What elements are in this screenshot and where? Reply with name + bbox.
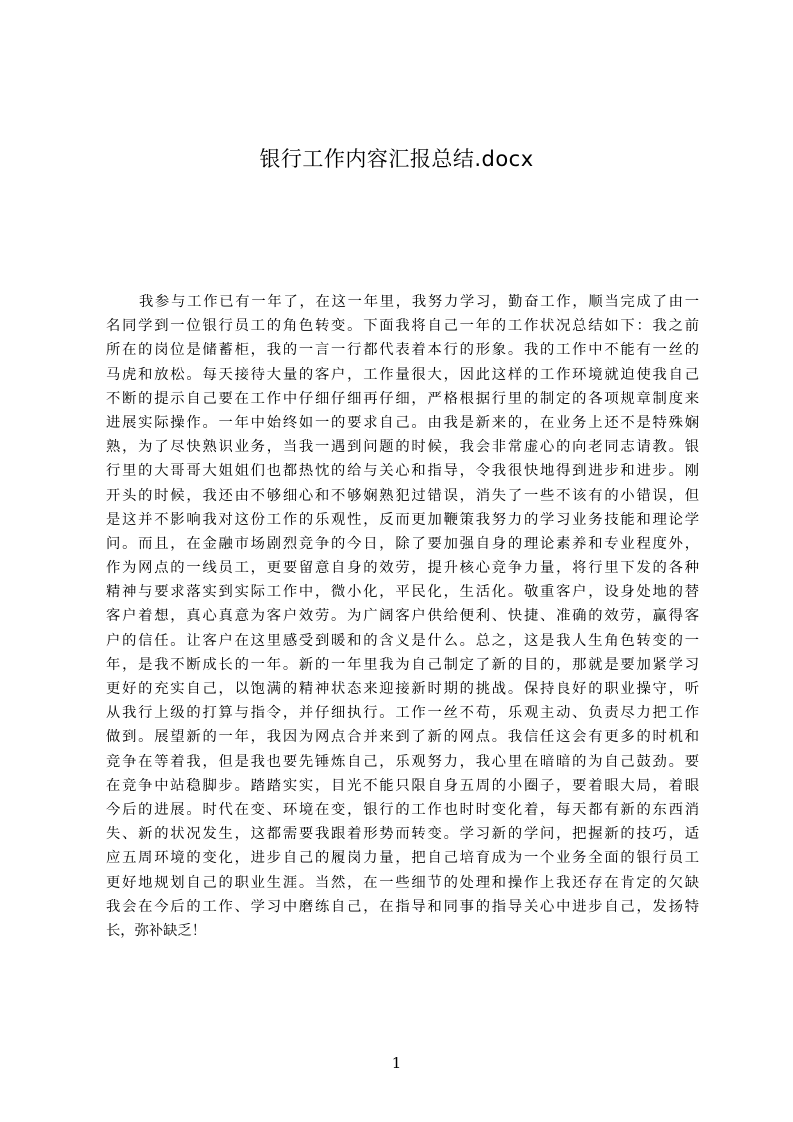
paragraph-line: 开头的时候，我还由不够细心和不够娴熟犯过错误，消失了一些不该有的小错误，但 [106, 487, 699, 504]
paragraph-line: 名同学到一位银行员工的角色转变。下面我将自己一年的工作状况总结如下：我之前 [106, 318, 699, 335]
paragraph-line: 更好地规划自己的职业生涯。当然，在一些细节的处理和操作上我还存在肯定的欠缺 [106, 874, 699, 891]
paragraph-line: 在竞争中站稳脚步。踏踏实实，目光不能只限自身五周的小圈子，要着眼大局，着眼 [106, 777, 699, 794]
paragraph-line: 更好的充实自己，以饱满的精神状态来迎接新时期的挑战。保持良好的职业操守，听 [106, 681, 699, 697]
paragraph-line: 应五周环境的变化，进步自己的履岗力量，把自己培育成为一个业务全面的银行员工 [106, 850, 699, 867]
body-paragraph [106, 290, 706, 943]
paragraph-line: 问。而且，在金融市场剧烈竞争的今日，除了要加强自身的理论素养和专业程度外， [106, 535, 699, 552]
paragraph-line: 进展实际操作。一年中始终如一的要求自己。由我是新来的，在业务上还不是特殊娴 [106, 414, 699, 431]
document-title: 银行工作内容汇报总结.docx [259, 147, 534, 171]
paragraph-line: 马虎和放松。每天接待大量的客户，工作量很大，因此这样的工作环境就迫使我自己 [106, 366, 699, 383]
page-number: 1 [391, 1054, 402, 1072]
paragraph-line: 从我行上级的打算与指令，并仔细执行。工作一丝不苟，乐观主动、负责尽力把工作 [106, 705, 699, 722]
paragraph-line: 不断的提示自己要在工作中仔细仔细再仔细，严格根据行里的制定的各项规章制度来 [106, 390, 699, 407]
paragraph-line: 做到。展望新的一年，我因为网点合并来到了新的网点。我信任这会有更多的时机和 [106, 729, 699, 746]
paragraph-line: 所在的岗位是储蓄柜，我的一言一行都代表着本行的形象。我的工作中不能有一丝的 [106, 342, 699, 359]
paragraph-line: 年，是我不断成长的一年。新的一年里我为自己制定了新的目的，那就是要加紧学习 [106, 656, 699, 673]
paragraph-line: 竞争在等着我，但是我也要先锤炼自己，乐观努力，我心里在暗暗的为自己鼓劲。要 [106, 753, 699, 770]
paragraph-line: 我会在今后的工作、学习中磨练自己，在指导和同事的指导关心中进步自己，发扬特 [106, 898, 699, 915]
paragraph-line: 我参与工作已有一年了，在这一年里，我努力学习，勤奋工作，顺当完成了由一 [139, 294, 699, 310]
paragraph-line: 户的信任。让客户在这里感受到暖和的含义是什么。总之，这是我人生角色转变的一 [106, 632, 699, 649]
paragraph-line: 失、新的状况发生，这都需要我跟着形势而转变。学习新的学问，把握新的技巧，适 [106, 826, 699, 843]
paragraph-line: 客户着想，真心真意为客户效劳。为广阔客户供给便利、快捷、准确的效劳，赢得客 [106, 608, 699, 625]
paragraph-line: 作为网点的一线员工，更要留意自身的效劳，提升核心竞争力量，将行里下发的各种 [106, 560, 699, 577]
paragraph-line: 是这并不影响我对这份工作的乐观性，反而更加鞭策我努力的学习业务技能和理论学 [106, 511, 699, 528]
paragraph-line: 精神与要求落实到实际工作中，微小化，平民化，生活化。敬重客户，设身处地的替 [106, 584, 699, 601]
paragraph-line: 长，弥补缺乏！ [106, 922, 207, 939]
paragraph-line: 行里的大哥哥大姐姐们也都热忱的给与关心和指导，令我很快地得到进步和进步。刚 [106, 463, 699, 480]
paragraph-line: 熟，为了尽快熟识业务，当我一遇到问题的时候，我会非常虚心的向老同志请教。银 [106, 439, 699, 456]
paragraph-line: 今后的进展。时代在变、环境在变，银行的工作也时时变化着，每天都有新的东西消 [106, 801, 699, 818]
